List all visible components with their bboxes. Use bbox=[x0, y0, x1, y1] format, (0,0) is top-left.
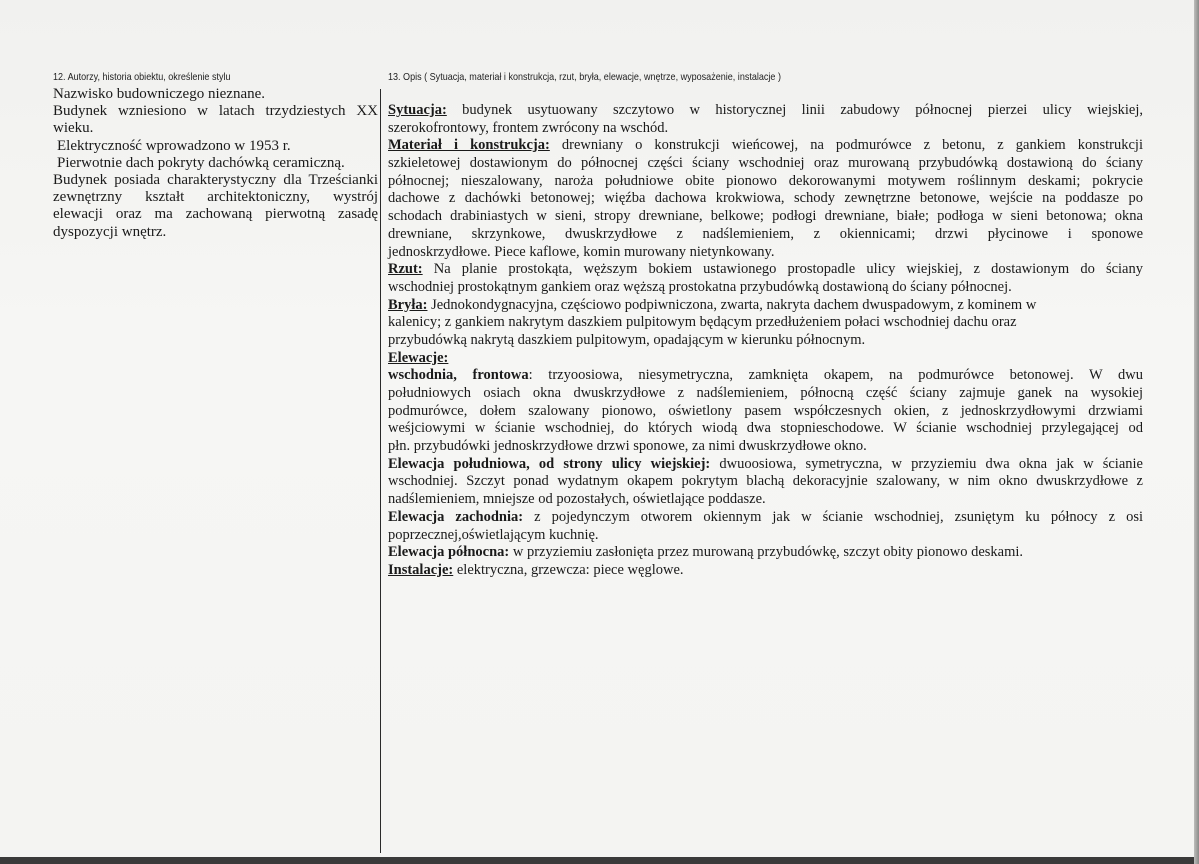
label-polnocna: Elewacja północna: bbox=[388, 544, 510, 561]
line-text: dwuoosiowa, symetryczna, w przyziemiu dwa okna jak w ścianie bbox=[710, 455, 1143, 472]
text-line bbox=[388, 137, 1143, 155]
text-line: wschodniej. Szczyt ponad wydatnym okapem pokrytym blachą dekoracyjnie szalowany, w nim okno dwuskrzydłowe z bbox=[388, 473, 1143, 490]
text-line: kalenicy; z gankiem nakrytym daszkiem pulpitowym będącym przedłużeniem połaci wschodniej dachu oraz bbox=[388, 314, 1017, 331]
text-line: Nazwisko budowniczego nieznane. bbox=[53, 86, 266, 102]
line-text: budynek usytuowany szczytowo w historycznej linii zabudowy północnej pierzei ulicy wiejskiej, bbox=[446, 102, 1143, 118]
text-line: południowych osiach okna dwuskrzydłowe z nadślemieniem, północną część ściany zajmuje ganek na wysokiej bbox=[388, 385, 1143, 401]
scan-right-edge bbox=[1194, 0, 1199, 864]
text-line: dachowe z dachówki betonowej; więźba dachowa krokwiowa, schody zewnętrzne betonowe, wejście na poddasze po bbox=[388, 190, 1143, 207]
label-zachodnia: Elewacja zachodnia: bbox=[388, 508, 524, 525]
label-rzut: Rzut: bbox=[388, 261, 423, 278]
text-line: płn. przybudówki jednoskrzydłowe drzwi sponowe, za nimi dwuskrzydłowe okno. bbox=[388, 438, 867, 455]
text-line: drewniane, skrzynkowe, dwuskrzydłowe z nadślemieniem, z okiennicami; drzwi płycinowe i sponowe bbox=[388, 225, 1143, 242]
text-line: podmurówce, dołem szalowany pionowo, oświetlony pasem współczesnych okien, z jednoskrzydłowymi drzwiami bbox=[388, 402, 1143, 419]
label-wschodnia: wschodnia, frontowa bbox=[388, 367, 529, 384]
text-line bbox=[388, 509, 1143, 527]
text-line: szerokofrontowy, frontem zwrócony na wschód. bbox=[388, 119, 669, 136]
line-text: Na planie prostokąta, węższym bokiem ustawionego prostopadle ulicy wiejskiej, z dostawionym do ściany bbox=[422, 261, 1143, 278]
text-line bbox=[388, 350, 1143, 368]
label-sytuacja: Sytuacja: bbox=[388, 102, 447, 118]
label-instalacje: Instalacje: bbox=[388, 561, 454, 578]
section-12-header: 12. Autorzy, historia obiektu, określenie stylu bbox=[53, 71, 231, 83]
label-elewacje: Elewacje: bbox=[388, 349, 449, 366]
text-line bbox=[388, 544, 1143, 562]
text-line: weśjciowymi w ścianie wschodniej, do których wiodą dwa stopnieschodowe. W ścianie wschodniej przylegającej od bbox=[388, 420, 1143, 437]
text-line: nadślemieniem, mniejsze od pozostałych, oświetlające poddasze. bbox=[388, 491, 766, 508]
text-line: schodach drabiniastych w sieni, stropy drewniane, belkowe; podłogi drewniane, białe; podłoga w sieni betonowa; okna bbox=[388, 208, 1143, 225]
text-line: Elektryczność wprowadzono w 1953 r. bbox=[57, 137, 291, 154]
text-line: jednoskrzydłowe. Piece kaflowe, komin murowany nietynkowany. bbox=[388, 243, 775, 260]
scan-bottom-edge bbox=[0, 857, 1199, 864]
line-text: Jednokondygnacyjna, częściowo podpiwniczona, zwarta, nakryta dachem dwuspadowym, z kominem w bbox=[427, 296, 1037, 313]
text-line bbox=[388, 102, 1143, 120]
text-line: elewacji oraz ma zachowaną pierwotną zasadę bbox=[53, 206, 378, 223]
description-section bbox=[388, 102, 1143, 580]
text-line bbox=[388, 297, 1143, 315]
label-bryla: Bryła: bbox=[388, 296, 428, 313]
text-line bbox=[388, 456, 1143, 474]
text-line bbox=[388, 367, 1143, 385]
text-line bbox=[388, 261, 1143, 279]
line-text: z pojedynczym otworem okiennym jak w ścianie wschodniej, zsuniętym ku północy z osi bbox=[523, 508, 1143, 525]
text-line: poprzecznej,oświetlającym kuchnię. bbox=[388, 526, 599, 543]
text-line bbox=[388, 562, 1143, 580]
text-line: zewnętrzny kształt architektoniczny, wystrój bbox=[53, 189, 378, 206]
authors-history-section bbox=[53, 86, 378, 241]
line-text: elektryczna, grzewcza: piece węglowe. bbox=[453, 561, 684, 578]
line-text: drewniany o konstrukcji wieńcowej, na podmurówce z betonu, z gankiem konstrukcji bbox=[549, 137, 1143, 154]
text-line: wieku. bbox=[53, 120, 94, 137]
text-line: Pierwotnie dach pokryty dachówką ceramiczną. bbox=[57, 154, 345, 171]
line-text: w przyziemiu zasłonięta przez murowaną przybudówkę, szczyt obity pionowo deskami. bbox=[509, 544, 1024, 561]
label-material: Materiał i konstrukcja: bbox=[388, 137, 550, 154]
text-line: szkieletowej dostawionym do północnej części ściany wschodniej oraz murowaną przybudówką dostawioną do ściany bbox=[388, 155, 1143, 172]
text-line: Budynek posiada charakterystyczny dla Trześcianki bbox=[53, 171, 378, 188]
label-poludniowa: Elewacja południowa, od strony ulicy wiejskiej: bbox=[388, 455, 711, 472]
text-line: dyspozycji wnętrz. bbox=[53, 223, 167, 240]
text-line: przybudówką nakrytą daszkiem pulpitowym, opadającym w kierunku północnym. bbox=[388, 331, 866, 348]
line-text: : trzyoosiowa, niesymetryczna, zamknięta okapem, na podmurówce betonowej. W dwu bbox=[528, 367, 1143, 384]
column-divider bbox=[380, 89, 381, 853]
section-13-header: 13. Opis ( Sytuacja, materiał i konstrukcja, rzut, bryła, elewacje, wnętrze, wyposażenie, instalacje ) bbox=[388, 71, 781, 83]
text-line: Budynek wzniesiono w latach trzydziestych XX bbox=[53, 103, 378, 120]
text-line: wschodniej prostokątnym gankiem oraz węższą prostokatna przybudówką dostawioną do ściany północnej. bbox=[388, 278, 1012, 295]
text-line: północnej; nieszalowany, naroża południowe obite pionowo dekorowanymi motywem roślinnym deskami; pokrycie bbox=[388, 172, 1143, 189]
